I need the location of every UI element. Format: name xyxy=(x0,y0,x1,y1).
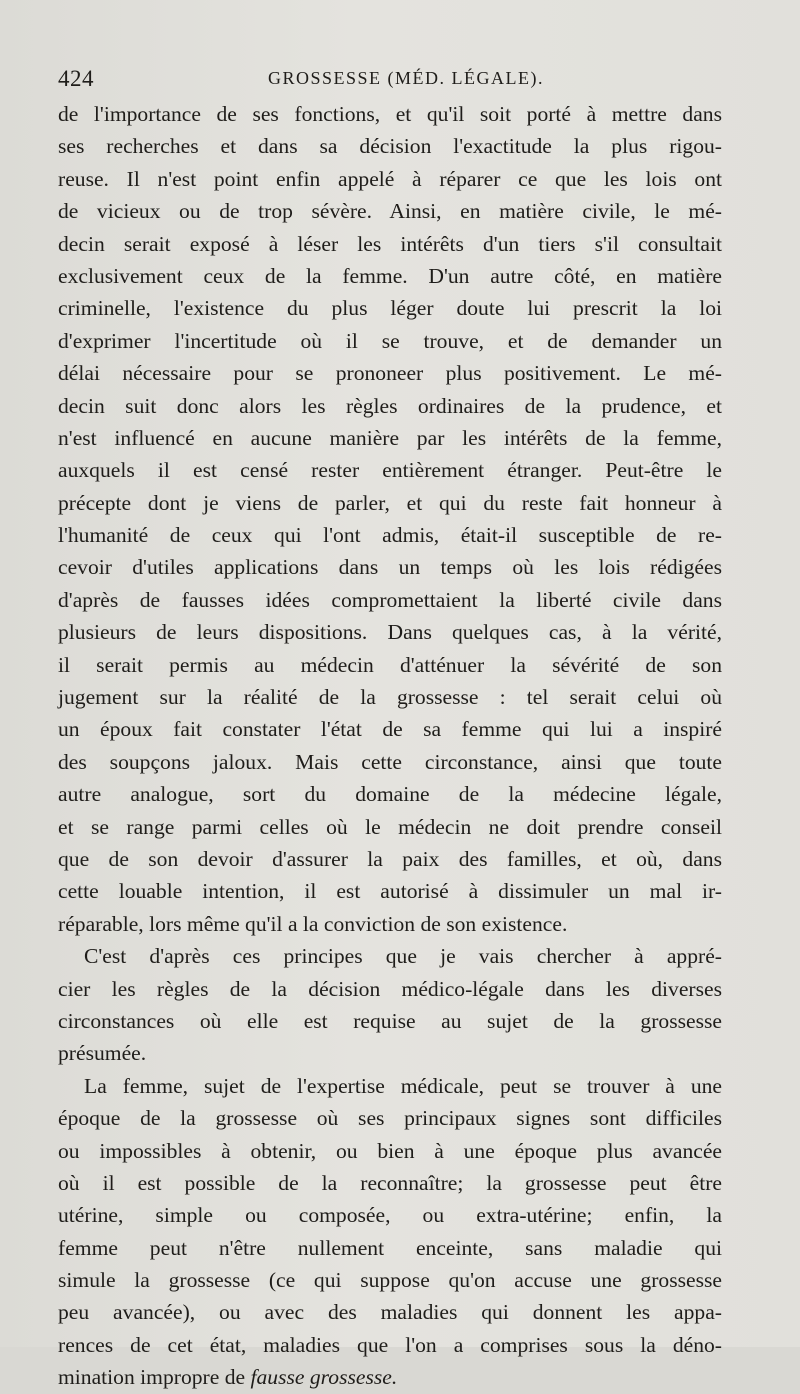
text-line: des soupçons jaloux. Mais cette circonstance, ainsi que toute xyxy=(58,749,722,774)
text-line: femme peut n'être nullement enceinte, sans maladie qui xyxy=(58,1235,722,1260)
text-line: où il est possible de la reconnaître; la grossesse peut être xyxy=(58,1170,722,1195)
text-line-final-roman: mination impropre de xyxy=(58,1365,251,1390)
text-line: autre analogue, sort du domaine de la médecine légale, xyxy=(58,782,722,807)
text-line: reuse. Il n'est point enfin appelé à réparer ce que les lois ont xyxy=(58,166,722,191)
text-line: utérine, simple ou composée, ou extra-utérine; enfin, la xyxy=(58,1203,722,1228)
text-line: délai nécessaire pour se prononeer plus positivement. Le mé- xyxy=(58,361,722,386)
text-line: n'est influencé en aucune manière par les intérêts de la femme, xyxy=(58,425,722,450)
text-line: d'exprimer l'incertitude où il se trouve, et de demander un xyxy=(58,328,722,353)
text-line: criminelle, l'existence du plus léger doute lui prescrit la loi xyxy=(58,296,722,321)
text-line: il serait permis au médecin d'atténuer la sévérité de son xyxy=(58,652,722,677)
running-head: GROSSESSE (MÉD. LÉGALE). xyxy=(268,68,545,88)
text-line: que de son devoir d'assurer la paix des familles, et où, dans xyxy=(58,846,722,871)
text-line: de l'importance de ses fonctions, et qu'il soit porté à mettre dans xyxy=(58,102,722,126)
text-line: de vicieux ou de trop sévère. Ainsi, en matière civile, le mé- xyxy=(58,199,722,224)
text-line: rences de cet état, maladies que l'on a comprises sous la déno- xyxy=(58,1332,722,1357)
text-line: cier les règles de la décision médico-légale dans les diverses xyxy=(58,976,722,1001)
text-line: jugement sur la réalité de la grossesse : tel serait celui où xyxy=(58,685,722,710)
text-line: auxquels il est censé rester entièrement étranger. Peut-être le xyxy=(58,458,722,483)
text-line: cevoir d'utiles applications dans un temps où les lois rédigées xyxy=(58,555,722,580)
text-line: decin serait exposé à léser les intérêts d'un tiers s'il consultait xyxy=(58,231,722,256)
text-line: circonstances où elle est requise au sujet de la grossesse xyxy=(58,1008,722,1033)
text-line: peu avancée), ou avec des maladies qui donnent les appa- xyxy=(58,1300,722,1325)
text-line: précepte dont je viens de parler, et qui du reste fait honneur à xyxy=(58,490,722,515)
body-text xyxy=(58,98,722,1394)
text-line: l'humanité de ceux qui l'ont admis, était-il susceptible de re- xyxy=(58,523,722,548)
text-line: simule la grossesse (ce qui suppose qu'on accuse une grossesse xyxy=(58,1268,722,1293)
text-line: La femme, sujet de l'expertise médicale, peut se trouver à une xyxy=(84,1073,722,1098)
text-line-final-italic: fausse grossesse. xyxy=(250,1365,398,1390)
text-line: ses recherches et dans sa décision l'exactitude la plus rigou- xyxy=(58,134,722,159)
text-line: decin suit donc alors les règles ordinaires de la prudence, et xyxy=(58,393,722,418)
text-line: un époux fait constater l'état de sa femme qui lui a inspiré xyxy=(58,717,722,742)
text-line-final xyxy=(58,1361,722,1393)
text-line: exclusivement ceux de la femme. D'un autre côté, en matière xyxy=(58,263,722,288)
text-line: plusieurs de leurs dispositions. Dans quelques cas, à la vérité, xyxy=(58,620,722,645)
text-line: et se range parmi celles où le médecin ne doit prendre conseil xyxy=(58,814,722,839)
text-line: présumée. xyxy=(58,1041,147,1066)
text-line: cette louable intention, il est autorisé à dissimuler un mal ir- xyxy=(58,879,722,904)
page-header xyxy=(58,66,722,98)
text-line: d'après de fausses idées compromettaient la liberté civile dans xyxy=(58,587,722,612)
text-line: époque de la grossesse où ses principaux signes sont difficiles xyxy=(58,1106,722,1131)
page-number: 424 xyxy=(58,66,94,91)
text-line: ou impossibles à obtenir, ou bien à une époque plus avancée xyxy=(58,1138,722,1163)
text-line: C'est d'après ces principes que je vais chercher à appré- xyxy=(84,944,722,969)
text-line: réparable, lors même qu'il a la conviction de son existence. xyxy=(58,911,568,936)
